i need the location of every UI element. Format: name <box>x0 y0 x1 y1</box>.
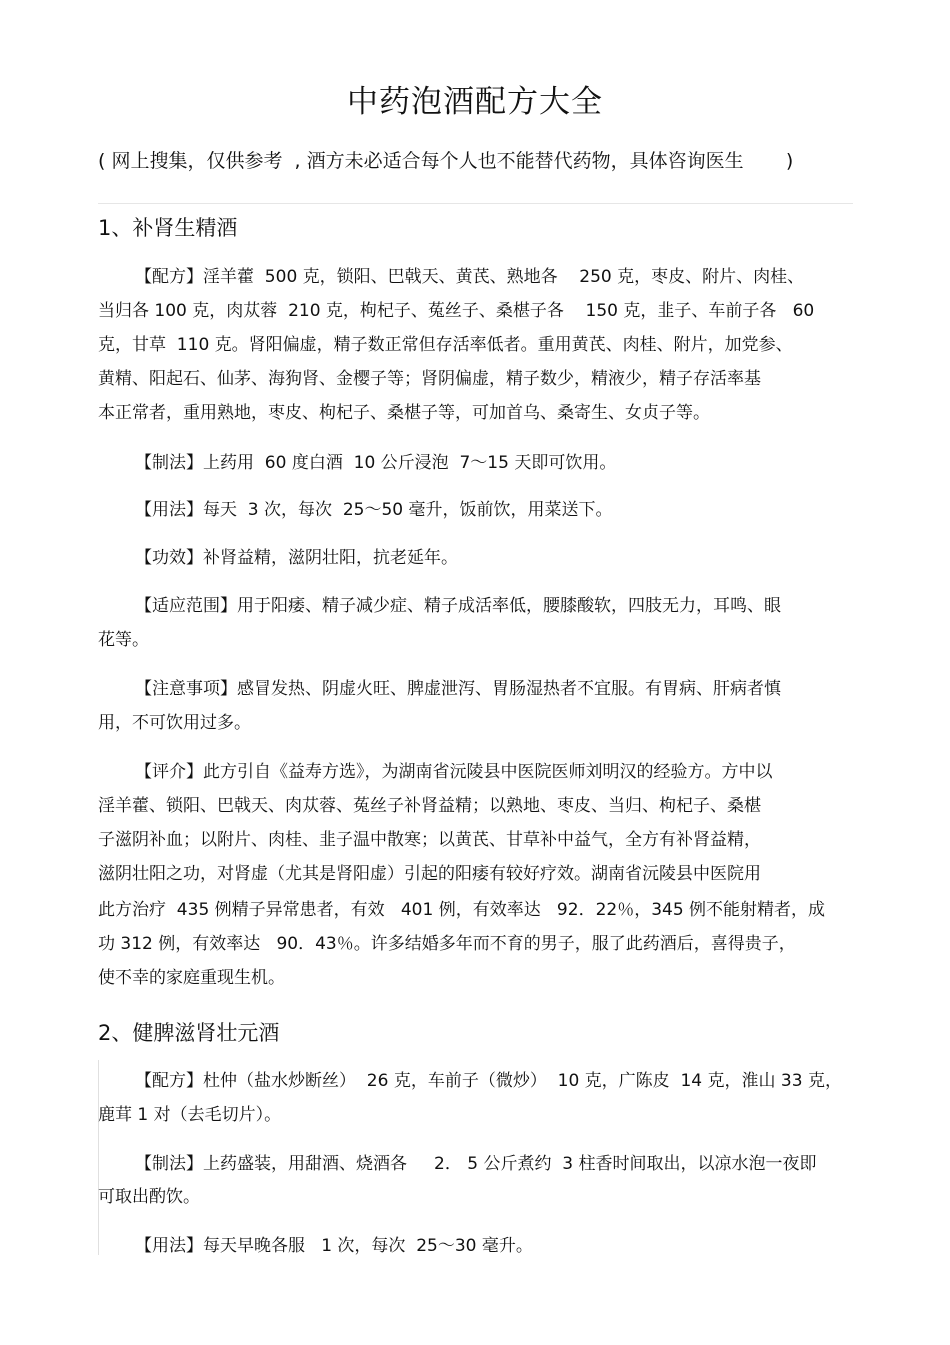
text-line: 使不幸的家庭重现生机。 <box>98 968 285 988</box>
text-line: 花等。 <box>98 630 149 650</box>
text-line: 【注意事项】感冒发热、阴虚火旺、脾虚泄泻、胃肠湿热者不宜服。有胃病、肝病者慎 <box>135 679 781 699</box>
document-title: 中药泡酒配方大全 <box>347 84 603 120</box>
text-line: 当归各 100 克，肉苁蓉 210 克，枸杞子、菟丝子、桑椹子各 150 克，韭子、车前子各 60 <box>98 301 815 321</box>
text-line: 滋阴壮阳之功，对肾虚（尤其是肾阳虚）引起的阳痿有较好疗效。湖南省沅陵县中医院用 <box>98 864 761 884</box>
text-line: 本正常者，重用熟地，枣皮、枸杞子、桑椹子等，可加首乌、桑寄生、女贞子等。 <box>98 403 710 423</box>
text-line: 【用法】每天 3 次，每次 25～50 毫升，饭前饮，用菜送下。 <box>135 500 613 520</box>
text-line: 【制法】上药用 60 度白酒 10 公斤浸泡 7～15 天即可饮用。 <box>135 453 617 473</box>
text-line: 子滋阴补血；以附片、肉桂、韭子温中散寒；以黄芪、甘草补中益气，全方有补肾益精， <box>98 830 761 850</box>
text-line: 【配方】杜仲（盐水炒断丝） 26 克，车前子（微炒） 10 克，广陈皮 14 克，淮山 33 克， <box>135 1071 842 1091</box>
text-line: 用，不可饮用过多。 <box>98 713 251 733</box>
text-line: 黄精、阳起石、仙茅、海狗肾、金樱子等；肾阴偏虚，精子数少，精液少，精子存活率基 <box>98 369 761 389</box>
text-line: 鹿茸 1 对（去毛切片）。 <box>98 1105 282 1125</box>
text-line: 【功效】补肾益精，滋阴壮阳，抗老延年。 <box>135 548 458 568</box>
text-line: 【用法】每天早晚各服 1 次，每次 25～30 毫升。 <box>135 1236 533 1256</box>
document-subtitle: ( 网上搜集，仅供参考 , 酒方未必适合每个人也不能替代药物，具体咨询医生 ) <box>98 150 794 172</box>
text-line: 此方治疗 435 例精子异常患者，有效 401 例，有效率达 92．22％，345 例不能射精者，成 <box>98 900 826 920</box>
text-line: 【评介】此方引自《益寿方选》，为湖南省沅陵县中医院医师刘明汉的经验方。方中以 <box>135 762 773 782</box>
text-line: 【适应范围】用于阳痿、精子减少症、精子成活率低，腰膝酸软，四肢无力，耳鸣、眼 <box>135 596 781 616</box>
text-line: 淫羊藿、锁阳、巴戟天、肉苁蓉、菟丝子补肾益精；以熟地、枣皮、当归、枸杞子、桑椹 <box>98 796 761 816</box>
text-line: 克，甘草 110 克。肾阳偏虚，精子数正常但存活率低者。重用黄芪、肉桂、附片，加党参、 <box>98 335 793 355</box>
section-heading: 2、健脾滋肾壮元酒 <box>98 1021 280 1045</box>
section-heading: 1、补肾生精酒 <box>98 216 238 240</box>
divider <box>98 203 853 204</box>
text-line: 功 312 例，有效率达 90．43％。许多结婚多年而不育的男子，服了此药酒后，喜得贵子， <box>98 934 796 954</box>
text-line: 可取出酌饮。 <box>98 1187 200 1207</box>
margin-line <box>98 1060 99 1255</box>
text-line: 【制法】上药盛装，用甜酒、烧酒各 2． 5 公斤煮约 3 柱香时间取出，以凉水泡一夜即 <box>135 1154 817 1174</box>
text-line: 【配方】淫羊藿 500 克，锁阳、巴戟天、黄芪、熟地各 250 克，枣皮、附片、肉桂、 <box>135 267 805 287</box>
